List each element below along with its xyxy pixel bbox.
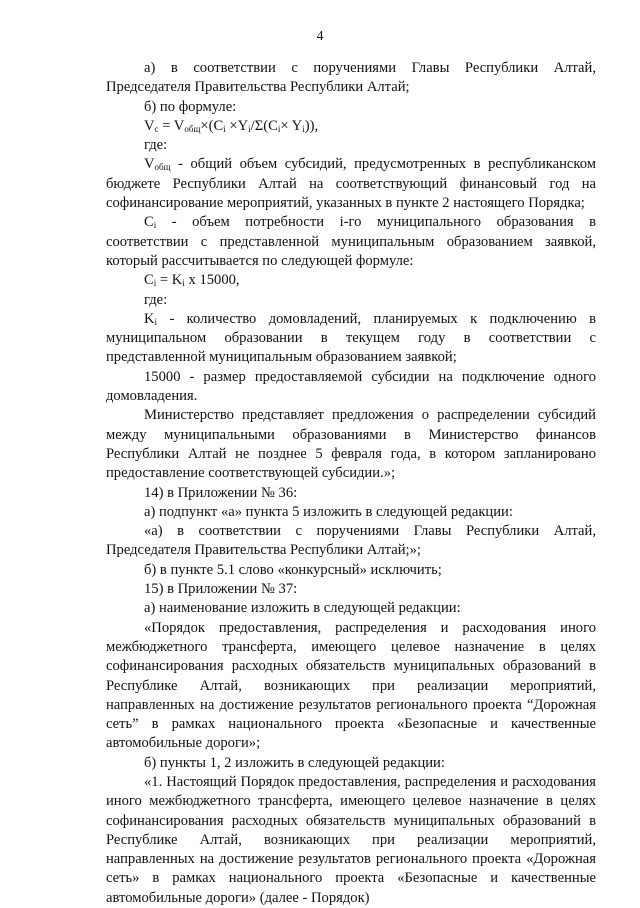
definition-v-obsh xyxy=(106,155,596,213)
formula-subscript: i xyxy=(182,278,185,289)
formula-subscript: i xyxy=(277,123,281,134)
formula-text: V xyxy=(144,117,155,134)
definition-ci xyxy=(106,213,596,271)
formula-subscript: c xyxy=(154,123,159,134)
formula-vc xyxy=(106,117,596,136)
formula-ci xyxy=(106,271,596,290)
paragraph: «а) в соответствии с поручениями Главы Республики Алтай, Председателя Правительства Республики Алтай;»; xyxy=(106,523,596,559)
formula-subscript: i xyxy=(153,278,157,289)
formula-text: × Y xyxy=(280,117,303,134)
formula-text: )), xyxy=(304,117,319,134)
formula-text: ×Y xyxy=(225,117,249,134)
paragraph: б) пункты 1, 2 изложить в следующей редакции: xyxy=(144,754,445,771)
paragraph: б) в пункте 5.1 слово «конкурсный» исключить; xyxy=(144,561,442,578)
formula-subscript: i xyxy=(223,123,226,134)
formula-text: ×(C xyxy=(200,117,224,134)
formula-text: x 15000, xyxy=(184,272,240,289)
symbol-subscript: i xyxy=(154,316,158,327)
formula-subscript: i xyxy=(248,123,251,134)
formula-text: = K xyxy=(156,272,183,289)
definition-text: - объем потребности i-го муниципального образования в соответствии с представленной муниципальным образованием заявкой, который рассчитывается по следующей формуле: xyxy=(106,214,596,269)
symbol: V xyxy=(144,156,155,173)
definition-ki xyxy=(106,310,596,368)
symbol-subscript: общ xyxy=(154,162,171,173)
formula-text: = V xyxy=(158,117,185,134)
paragraph: а) наименование изложить в следующей редакции: xyxy=(144,600,461,617)
definition-text: - общий объем субсидий, предусмотренных в республиканском бюджете Республики Алтай на соответствующий финансовый год на софинансирование мероприятий, указанных в пункте 2 настоящего Порядка; xyxy=(106,156,596,212)
formula-subscript: i xyxy=(302,123,305,134)
paragraph: «1. Настоящий Порядок предоставления, распределения и расходования иного межбюджетного трансферта, имеющего целевое назначение в целях софинансирования расходных обязательств муниципальных образований в Республике Алтай, возникающих при реализации мероприятий, направленных на достижение результатов регионального проекта «Дорожная сеть» в рамках национального проекта «Безопасные и качественные автомобильные дороги» (далее - Порядок) xyxy=(106,773,596,906)
definition-text: - количество домовладений, планируемых к подключению в муниципальном образовании в текущем году в соответствии с представленной муниципальным образованием заявкой; xyxy=(106,310,596,366)
paragraph: 15) в Приложении № 37: xyxy=(144,581,298,598)
symbol-subscript: i xyxy=(153,220,157,231)
paragraph: б) по формуле: xyxy=(144,98,237,115)
paragraph: Министерство представляет предложения о распределении субсидий между муниципальными образованиями в Министерство финансов Республики Алтай не позднее 5 февраля года, в котором запланировано предоставление соответствующей субсидии.»; xyxy=(106,407,596,482)
symbol: K xyxy=(144,310,155,327)
formula-subscript: общ xyxy=(184,123,201,134)
paragraph: 14) в Приложении № 36: xyxy=(144,484,298,501)
paragraph: где: xyxy=(144,137,168,154)
document-body xyxy=(106,59,596,908)
formula-text: C xyxy=(144,272,154,289)
paragraph: 15000 - размер предоставляемой субсидии на подключение одного домовладения. xyxy=(106,368,596,405)
formula-text: /Σ(C xyxy=(250,117,278,134)
paragraph: а) в соответствии с поручениями Главы Республики Алтай, Председателя Правительства Республики Алтай; xyxy=(106,60,596,96)
page-number: 4 xyxy=(316,29,324,44)
paragraph: где: xyxy=(144,291,168,308)
symbol: C xyxy=(144,214,154,231)
paragraph: «Порядок предоставления, распределения и расходования иного межбюджетного трансферта, имеющего целевое назначение в целях софинансирования расходных обязательств муниципальных образований в Республике Алтай, возникающих при реализации мероприятий, направленных на достижение результатов регионального проекта “Дорожная сеть” в рамках национального проекта «Безопасные и качественные автомобильные дороги»; xyxy=(106,619,596,752)
paragraph: а) подпункт «а» пункта 5 изложить в следующей редакции: xyxy=(144,503,513,520)
